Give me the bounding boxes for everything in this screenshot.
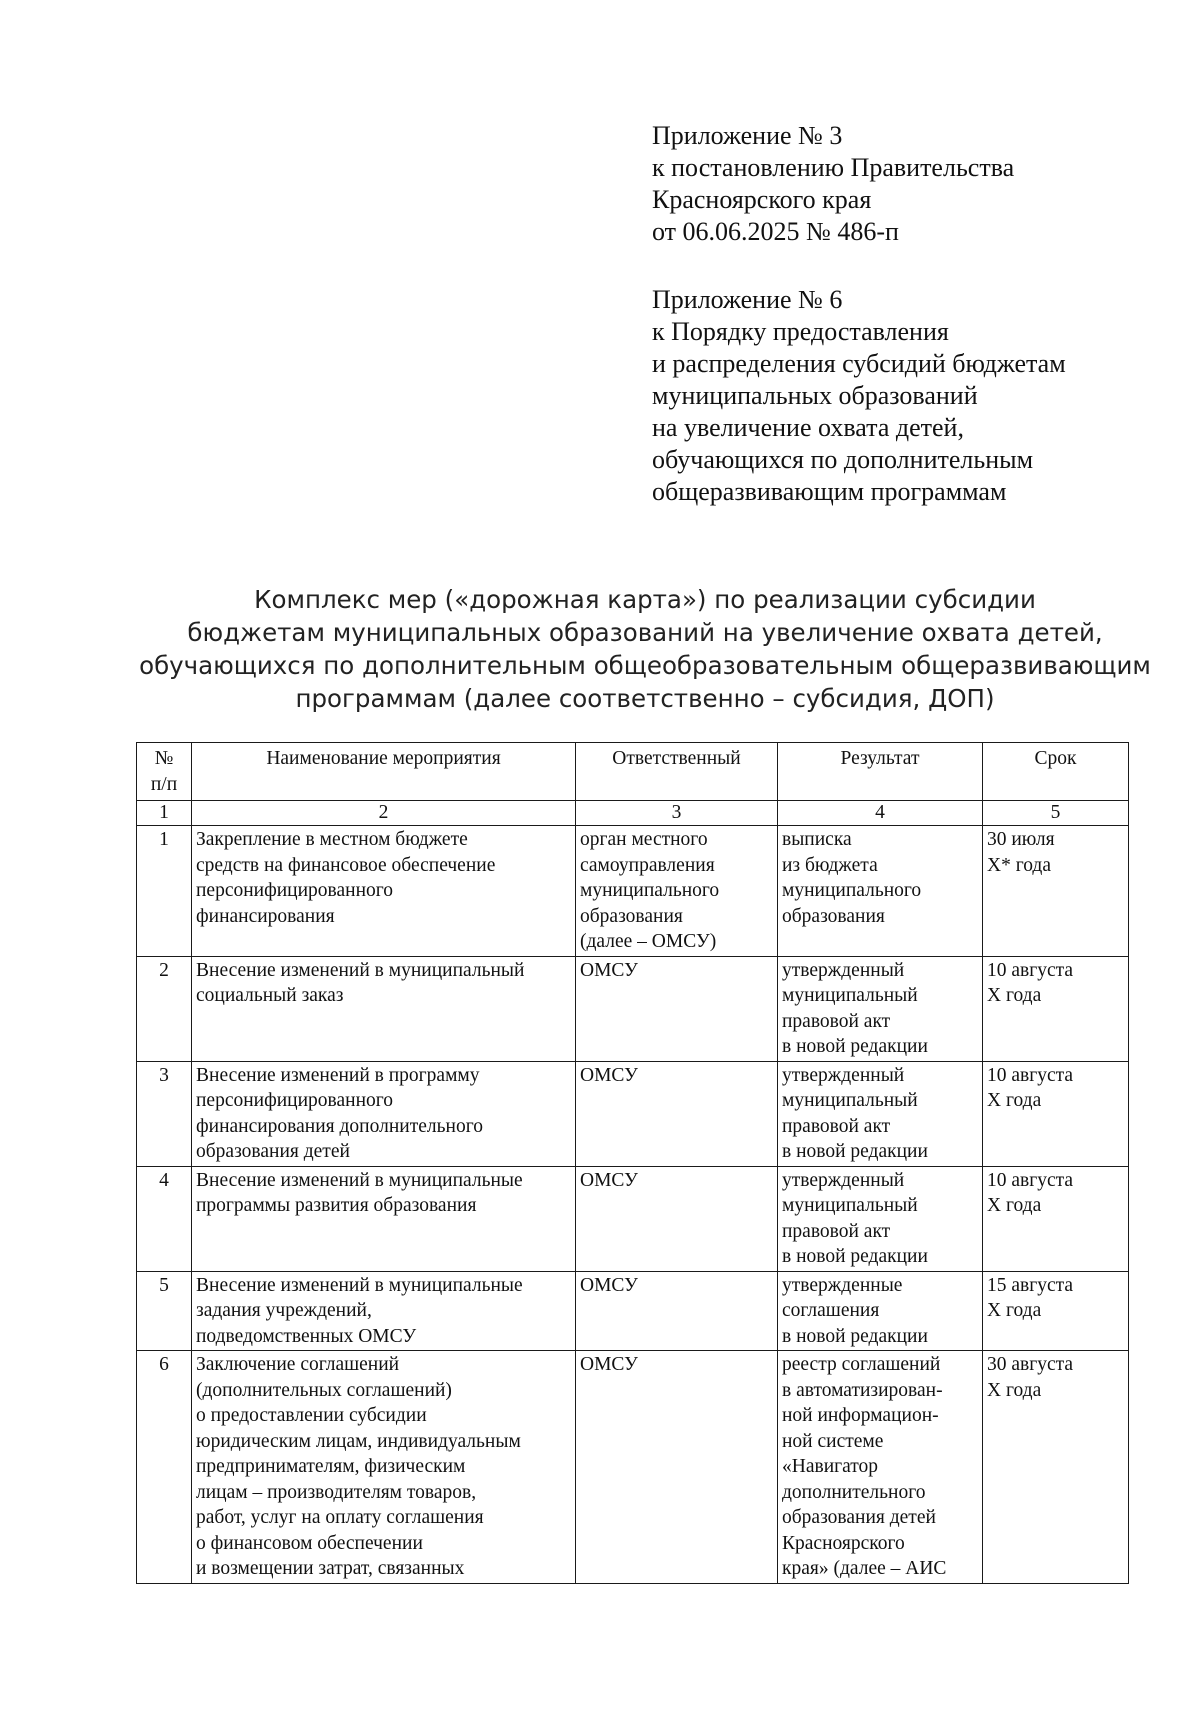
row-responsible [576, 1351, 778, 1584]
appendix-6-line: Приложение № 6 [652, 285, 843, 314]
row-name [192, 1351, 576, 1584]
cell-line: персонифицированного [196, 880, 394, 901]
cell-line: утвержденный [782, 959, 905, 981]
cell-line: Внесение изменений в муниципальные [196, 1169, 523, 1191]
row-responsible [576, 956, 778, 1061]
cell-line: образования [580, 905, 683, 927]
cell-line: ОМСУ [580, 959, 638, 981]
appendix-6-line: на увеличение охвата детей, [652, 413, 964, 442]
cell-line: о предоставлении субсидии [196, 1405, 427, 1426]
cell-line: утвержденный [782, 1064, 905, 1086]
cell-line: и возмещении затрат, связанных [196, 1558, 465, 1579]
cell-line: муниципальный [782, 1090, 918, 1111]
row-result [778, 1271, 983, 1351]
cell-line: ОМСУ [580, 1169, 638, 1191]
cell-line: муниципальный [782, 985, 918, 1006]
cell-line: X года [987, 1379, 1042, 1401]
row-deadline [983, 956, 1129, 1061]
row-name [192, 1166, 576, 1271]
row-name [192, 826, 576, 957]
cell-line: правовой акт [782, 1115, 891, 1137]
cell-line: (дополнительных соглашений) [196, 1379, 452, 1401]
cell-line: о финансовом обеспечении [196, 1532, 423, 1554]
cell-line: средств на финансовое обеспечение [196, 854, 496, 876]
table-row [137, 1271, 1129, 1351]
cell-line: предпринимателям, физическим [196, 1456, 466, 1477]
cell-line: 30 августа [987, 1354, 1074, 1375]
header-responsible: Ответственный [576, 743, 778, 801]
row-deadline [983, 1061, 1129, 1166]
appendix-6-line: к Порядку предоставления [652, 317, 949, 346]
cell-line: юридическим лицам, индивидуальным [196, 1430, 521, 1452]
cell-line: из бюджета [782, 854, 878, 876]
cell-line: правовой акт [782, 1010, 891, 1032]
cell-line: лицам – производителям товаров, [196, 1481, 477, 1503]
row-responsible [576, 1271, 778, 1351]
table-row [137, 1166, 1129, 1271]
cell-line: образования детей [196, 1141, 350, 1162]
appendix-6-line: муниципальных образований [652, 381, 978, 410]
cell-line: муниципальный [782, 1195, 918, 1216]
cell-line: Внесение изменений в муниципальный [196, 959, 525, 981]
row-deadline [983, 1271, 1129, 1351]
cell-line: X года [987, 1090, 1042, 1111]
cell-line: персонифицированного [196, 1090, 394, 1111]
cell-line: ОМСУ [580, 1274, 638, 1296]
row-deadline [983, 1166, 1129, 1271]
cell-line: Заключение соглашений [196, 1354, 400, 1375]
appendix-6-line: общеразвивающим программам [652, 477, 1007, 506]
column-number-row [137, 801, 1129, 826]
appendix-6-line: обучающихся по дополнительным [652, 445, 1034, 474]
cell-line: Внесение изменений в программу [196, 1064, 480, 1086]
roadmap-table [136, 742, 1129, 1584]
row-number: 3 [137, 1061, 192, 1166]
cell-line: реестр соглашений [782, 1354, 941, 1375]
cell-line: утвержденный [782, 1169, 905, 1191]
header-num-line2: п/п [150, 773, 178, 795]
cell-line: «Навигатор [782, 1456, 879, 1477]
cell-line: подведомственных ОМСУ [196, 1325, 417, 1347]
table-row [137, 1351, 1129, 1584]
row-name [192, 956, 576, 1061]
cell-line: финансирования дополнительного [196, 1115, 483, 1137]
cell-line: муниципального [580, 880, 720, 901]
row-responsible [576, 826, 778, 957]
cell-line: работ, услуг на оплату соглашения [196, 1507, 484, 1528]
row-name [192, 1271, 576, 1351]
column-number: 1 [137, 801, 192, 826]
column-number: 4 [778, 801, 983, 826]
appendix-3-line: от 06.06.2025 № 486-п [652, 217, 899, 246]
cell-line: X года [987, 1300, 1042, 1321]
title-line: Комплекс мер («дорожная карта») по реализации субсидии [254, 585, 1036, 614]
cell-line: муниципального [782, 880, 922, 901]
title-line: бюджетам муниципальных образований на увеличение охвата детей, [187, 618, 1103, 647]
cell-line: Закрепление в местном бюджете [196, 829, 468, 850]
cell-line: 10 августа [987, 959, 1074, 981]
appendix-6-line: и распределения субсидий бюджетам [652, 349, 1066, 378]
column-number: 5 [983, 801, 1129, 826]
row-result [778, 1351, 983, 1584]
cell-line: ОМСУ [580, 1064, 638, 1086]
cell-line: края» (далее – АИС [782, 1558, 947, 1579]
cell-line: в новой редакции [782, 1246, 928, 1267]
cell-line: ОМСУ [580, 1354, 638, 1375]
cell-line: 15 августа [987, 1274, 1074, 1296]
cell-line: выписка [782, 829, 852, 850]
cell-line: в автоматизирован- [782, 1379, 943, 1401]
row-number: 6 [137, 1351, 192, 1584]
appendix-6-block [652, 284, 1066, 508]
appendix-3-line: Приложение № 3 [652, 121, 843, 150]
appendix-3-block [652, 120, 1014, 248]
cell-line: X* года [987, 854, 1051, 876]
cell-line: дополнительного [782, 1481, 926, 1503]
cell-line: ной системе [782, 1430, 884, 1452]
cell-line: финансирования [196, 905, 335, 927]
cell-line: самоуправления [580, 854, 715, 876]
header-deadline: Срок [983, 743, 1129, 801]
row-number: 2 [137, 956, 192, 1061]
cell-line: утвержденные [782, 1274, 903, 1296]
cell-line: орган местного [580, 829, 708, 850]
row-responsible [576, 1061, 778, 1166]
header-name: Наименование мероприятия [192, 743, 576, 801]
cell-line: в новой редакции [782, 1141, 928, 1162]
table-header-row [137, 743, 1129, 801]
row-deadline [983, 1351, 1129, 1584]
row-name [192, 1061, 576, 1166]
cell-line: программы развития образования [196, 1195, 477, 1216]
cell-line: в новой редакции [782, 1036, 928, 1057]
cell-line: образования детей [782, 1507, 936, 1528]
row-number: 1 [137, 826, 192, 957]
row-deadline [983, 826, 1129, 957]
cell-line: ной информацион- [782, 1405, 939, 1426]
row-number: 5 [137, 1271, 192, 1351]
cell-line: Красноярского [782, 1532, 905, 1554]
cell-line: 10 августа [987, 1169, 1074, 1191]
cell-line: X года [987, 985, 1042, 1006]
cell-line: в новой редакции [782, 1325, 928, 1347]
appendix-3-line: Красноярского края [652, 185, 872, 214]
cell-line: социальный заказ [196, 985, 344, 1006]
cell-line: образования [782, 905, 885, 927]
cell-line: X года [987, 1195, 1042, 1216]
cell-line: (далее – ОМСУ) [580, 931, 717, 952]
title-line: обучающихся по дополнительным общеобразовательным общеразвивающим [139, 651, 1151, 680]
table-row [137, 956, 1129, 1061]
header-num [137, 743, 192, 801]
appendix-3-line: к постановлению Правительства [652, 153, 1015, 182]
cell-line: задания учреждений, [196, 1300, 372, 1321]
row-result [778, 826, 983, 957]
column-number: 2 [192, 801, 576, 826]
cell-line: соглашения [782, 1300, 880, 1321]
table-row [137, 1061, 1129, 1166]
cell-line: 30 июля [987, 829, 1055, 850]
row-responsible [576, 1166, 778, 1271]
row-result [778, 956, 983, 1061]
column-number: 3 [576, 801, 778, 826]
cell-line: правовой акт [782, 1220, 891, 1242]
title-line: программам (далее соответственно – субсидия, ДОП) [295, 684, 995, 713]
header-num-line1: № [154, 748, 174, 769]
cell-line: 10 августа [987, 1064, 1074, 1086]
header-result: Результат [778, 743, 983, 801]
row-number: 4 [137, 1166, 192, 1271]
cell-line: Внесение изменений в муниципальные [196, 1274, 523, 1296]
row-result [778, 1166, 983, 1271]
row-result [778, 1061, 983, 1166]
document-title [120, 583, 1170, 715]
table-row [137, 826, 1129, 957]
